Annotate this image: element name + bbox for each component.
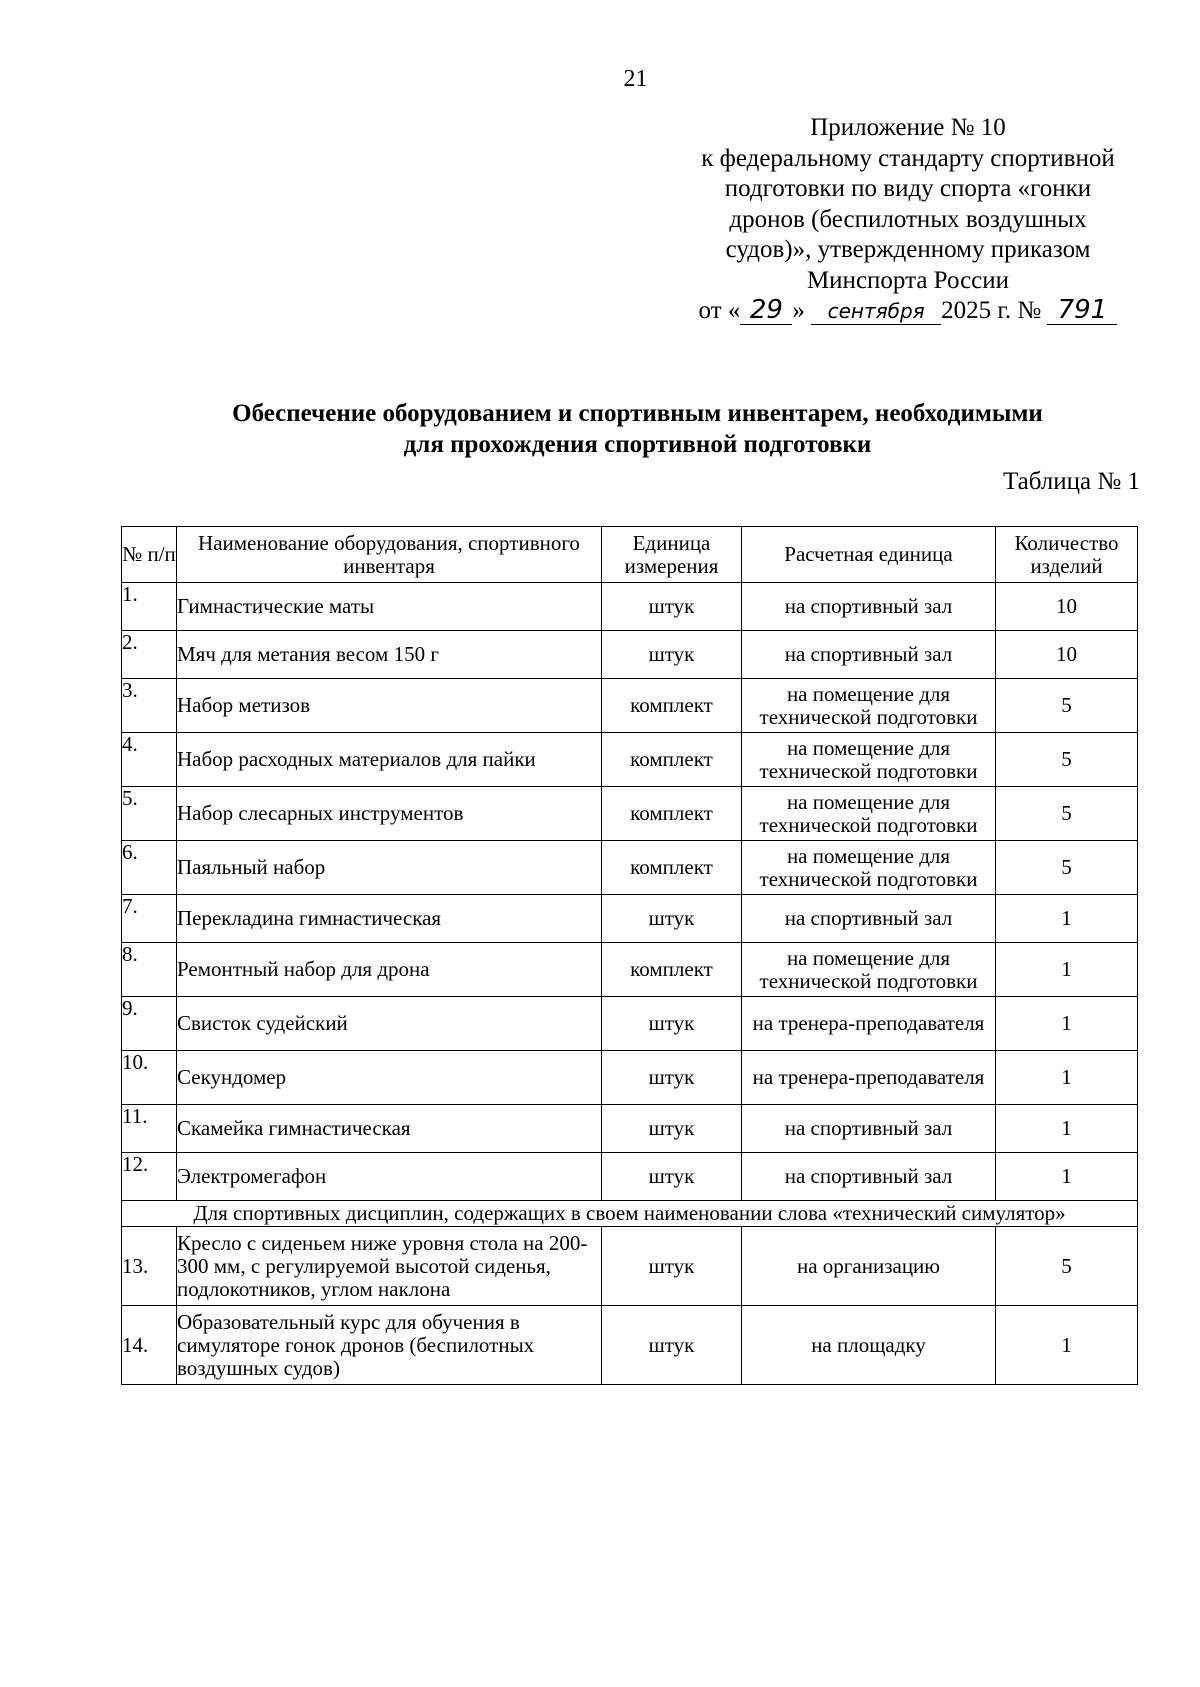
row-calc: на помещение для технической подготовки <box>742 733 996 787</box>
table-row <box>122 1153 1138 1201</box>
row-unit: комплект <box>602 787 742 841</box>
row-calc: на площадку <box>742 1306 996 1385</box>
table-row <box>122 679 1138 733</box>
row-number: 5. <box>122 787 177 841</box>
row-number: 14. <box>122 1306 177 1385</box>
row-unit: штук <box>602 1051 742 1105</box>
row-qty: 5 <box>996 733 1138 787</box>
row-number: 7. <box>122 895 177 943</box>
row-qty: 1 <box>996 1306 1138 1385</box>
header-name: Наименование оборудования, спортивного инвентаря <box>177 527 602 583</box>
appendix-line: к федеральному стандарту спортивной <box>701 144 1115 172</box>
row-qty: 1 <box>996 1105 1138 1153</box>
table-row <box>122 895 1138 943</box>
row-unit: штук <box>602 631 742 679</box>
row-calc: на спортивный зал <box>742 1153 996 1201</box>
row-calc: на спортивный зал <box>742 583 996 631</box>
row-number: 9. <box>122 997 177 1051</box>
row-unit: штук <box>602 1105 742 1153</box>
row-qty: 1 <box>996 895 1138 943</box>
row-name: Мяч для метания весом 150 г <box>177 631 602 679</box>
row-name: Набор метизов <box>177 679 602 733</box>
row-calc: на спортивный зал <box>742 1105 996 1153</box>
order-number-handwritten: 791 <box>1057 295 1108 325</box>
header-unit: Единица измерения <box>602 527 742 583</box>
row-unit: комплект <box>602 733 742 787</box>
row-name: Набор слесарных инструментов <box>177 787 602 841</box>
table-header-row <box>122 527 1138 583</box>
date-month-field <box>811 298 941 325</box>
row-calc: на тренера-преподавателя <box>742 1051 996 1105</box>
section-heading: Для спортивных дисциплин, содержащих в своем наименовании слова «технический симулятор» <box>122 1201 1138 1227</box>
row-calc: на организацию <box>742 1227 996 1306</box>
row-name: Перекладина гимнастическая <box>177 895 602 943</box>
table-label: Таблица № 1 <box>1002 468 1140 495</box>
table-row <box>122 943 1138 997</box>
row-unit: штук <box>602 583 742 631</box>
row-number: 1. <box>122 583 177 631</box>
row-name: Электромегафон <box>177 1153 602 1201</box>
table-row <box>122 1051 1138 1105</box>
row-unit: штук <box>602 1306 742 1385</box>
page-number: 21 <box>623 66 648 92</box>
row-calc: на спортивный зал <box>742 895 996 943</box>
table-row <box>122 1227 1138 1306</box>
row-unit: комплект <box>602 943 742 997</box>
header-calc: Расчетная единица <box>742 527 996 583</box>
row-name: Паяльный набор <box>177 841 602 895</box>
row-qty: 5 <box>996 787 1138 841</box>
table-row <box>122 1105 1138 1153</box>
row-qty: 10 <box>996 583 1138 631</box>
equipment-table <box>121 526 1138 1385</box>
title-line: Обеспечение оборудованием и спортивным инвентарем, необходимыми <box>232 400 1043 427</box>
row-calc: на спортивный зал <box>742 631 996 679</box>
row-qty: 1 <box>996 943 1138 997</box>
row-qty: 5 <box>996 679 1138 733</box>
order-number-field <box>1047 297 1117 325</box>
row-qty: 1 <box>996 997 1138 1051</box>
row-unit: комплект <box>602 841 742 895</box>
appendix-line: дронов (беспилотных воздушных <box>729 205 1087 233</box>
date-year: 2025 г. № <box>941 297 1042 324</box>
section-heading-row <box>122 1201 1138 1227</box>
table-row <box>122 1306 1138 1385</box>
title-line: для прохождения спортивной подготовки <box>403 431 872 458</box>
row-name: Ремонтный набор для дрона <box>177 943 602 997</box>
row-name: Секундомер <box>177 1051 602 1105</box>
row-unit: комплект <box>602 679 742 733</box>
row-qty: 5 <box>996 841 1138 895</box>
row-name: Свисток судейский <box>177 997 602 1051</box>
row-name: Кресло с сиденьем ниже уровня стола на 200-300 мм, с регулируемой высотой сиденья, подлокотников, углом наклона <box>177 1227 602 1306</box>
row-number: 2. <box>122 631 177 679</box>
row-number: 6. <box>122 841 177 895</box>
row-number: 4. <box>122 733 177 787</box>
row-unit: штук <box>602 1227 742 1306</box>
row-number: 3. <box>122 679 177 733</box>
row-qty: 1 <box>996 1153 1138 1201</box>
row-name: Образовательный курс для обучения в симуляторе гонок дронов (беспилотных воздушных судов) <box>177 1306 602 1385</box>
date-day-handwritten: 29 <box>749 295 783 325</box>
table-row <box>122 583 1138 631</box>
row-number: 12. <box>122 1153 177 1201</box>
date-day-field <box>740 297 792 325</box>
table-row <box>122 787 1138 841</box>
row-number: 10. <box>122 1051 177 1105</box>
table-row <box>122 631 1138 679</box>
table-row <box>122 841 1138 895</box>
appendix-block <box>678 113 1138 327</box>
order-date-line <box>678 296 1138 327</box>
header-num: № п/п <box>122 527 177 583</box>
table-row <box>122 997 1138 1051</box>
row-number: 13. <box>122 1227 177 1306</box>
appendix-line: Приложение № 10 <box>810 114 1006 141</box>
row-calc: на помещение для технической подготовки <box>742 679 996 733</box>
header-qty: Количество изделий <box>996 527 1138 583</box>
row-unit: штук <box>602 1153 742 1201</box>
appendix-line: судов)», утвержденному приказом <box>725 236 1091 263</box>
row-number: 11. <box>122 1105 177 1153</box>
row-calc: на помещение для технической подготовки <box>742 841 996 895</box>
row-name: Скамейка гимнастическая <box>177 1105 602 1153</box>
row-calc: на тренера-преподавателя <box>742 997 996 1051</box>
row-unit: штук <box>602 895 742 943</box>
row-qty: 5 <box>996 1227 1138 1306</box>
row-name: Набор расходных материалов для пайки <box>177 733 602 787</box>
row-name: Гимнастические маты <box>177 583 602 631</box>
table-body <box>122 583 1138 1385</box>
row-calc: на помещение для технической подготовки <box>742 787 996 841</box>
appendix-line: подготовки по виду спорта «гонки <box>724 175 1092 202</box>
row-qty: 1 <box>996 1051 1138 1105</box>
date-mid: » <box>792 297 805 324</box>
document-title <box>120 398 1155 460</box>
row-number: 8. <box>122 943 177 997</box>
row-unit: штук <box>602 997 742 1051</box>
date-prefix: от « <box>698 297 741 324</box>
table-row <box>122 733 1138 787</box>
row-calc: на помещение для технической подготовки <box>742 943 996 997</box>
date-month-handwritten: сентября <box>827 299 925 323</box>
appendix-line: Минспорта России <box>806 266 1010 294</box>
row-qty: 10 <box>996 631 1138 679</box>
